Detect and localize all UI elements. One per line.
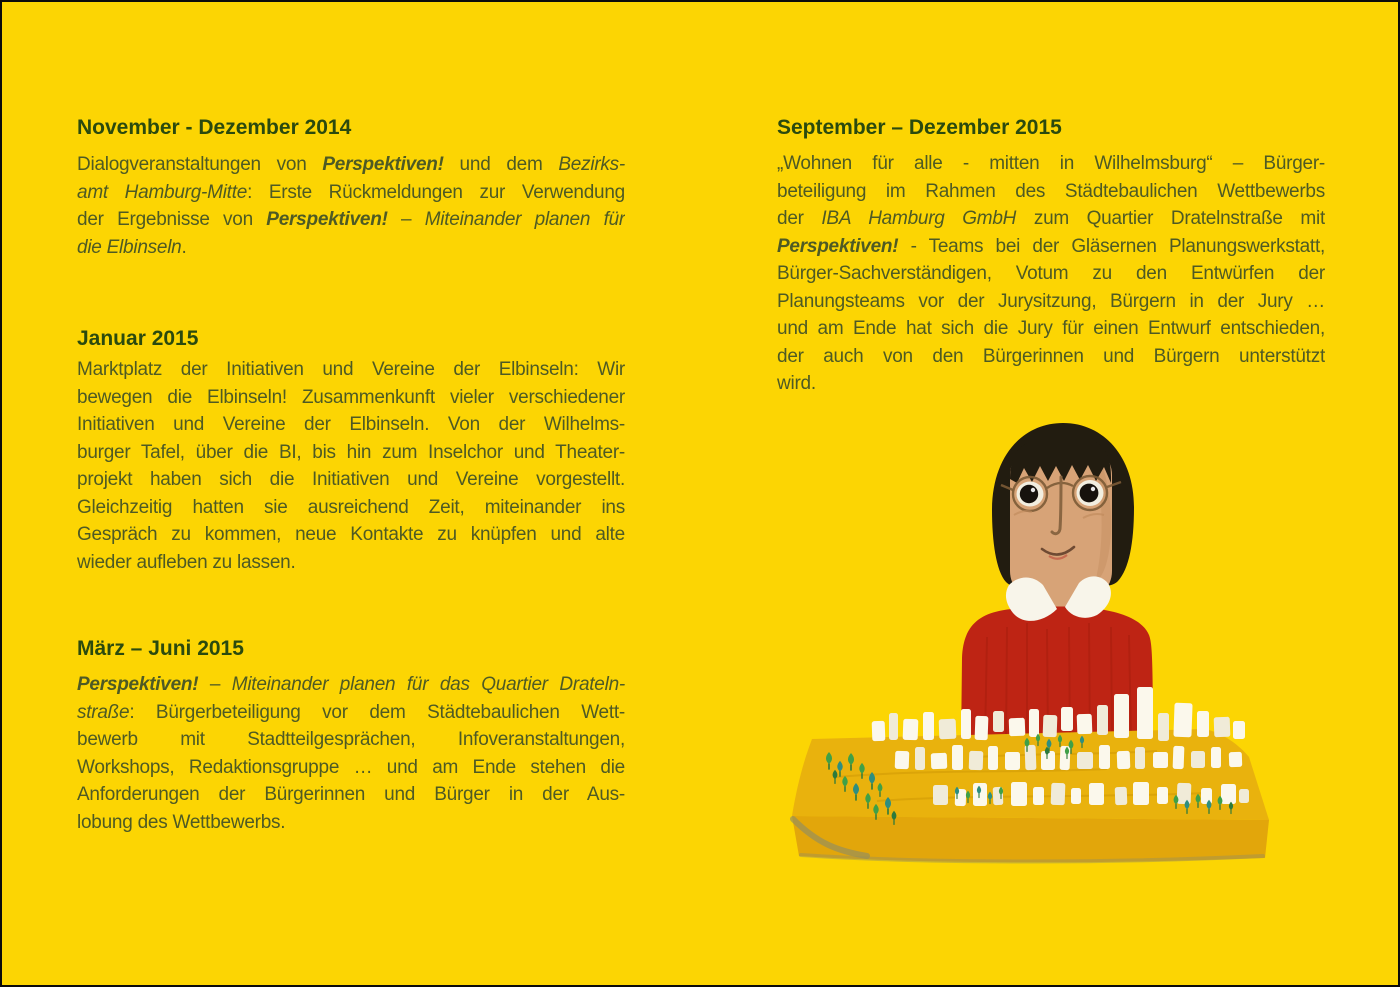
paragraph-maerz-juni-2015 (77, 671, 625, 836)
model-building (1135, 747, 1145, 769)
model-building (1077, 752, 1093, 769)
model-building (1177, 783, 1192, 804)
model-building (1137, 687, 1153, 739)
right-eye-glint (1091, 487, 1095, 491)
text-line: Gespräch zu kommen, neue Kontakte zu knüpfen und alte (77, 524, 625, 545)
model-building (1043, 715, 1058, 737)
text-line: „Wohnen für alle - mitten in Wilhelmsburg“ – Bürger- (777, 153, 1325, 174)
heading-maerz-juni-2015: März – Juni 2015 (77, 637, 244, 661)
text-line: wieder aufleben zu lassen. (77, 551, 296, 573)
text-line: der Ergebnisse von Perspektiven! – Miteinander planen für (77, 209, 625, 230)
model-building (1029, 709, 1039, 737)
model-building (1201, 788, 1212, 804)
model-building (1033, 787, 1044, 805)
heading-november-dezember-2014: November - Dezember 2014 (77, 116, 352, 140)
model-building (923, 712, 934, 740)
model-building (1009, 718, 1026, 737)
model-building (1099, 745, 1110, 769)
model-building (1071, 788, 1081, 804)
model-building (1239, 789, 1249, 803)
city-planner-illustration (777, 415, 1337, 865)
model-building (1089, 783, 1104, 805)
text-line: Dialogveranstaltungen von Perspektiven! und dem Bezirks- (77, 154, 625, 175)
model-building (993, 711, 1004, 732)
text-line: bewerb mit Stadtteilgesprächen, Infoveranstaltungen, (77, 729, 625, 750)
text-line: beteiligung im Rahmen des Städtebaulichen Wettbewerbs (777, 180, 1325, 202)
text-line: Gleichzeitig hatten sie ausreichend Zeit, miteinander ins (77, 496, 625, 518)
model-building (1011, 782, 1027, 806)
model-building (952, 745, 963, 770)
model-building (1211, 747, 1221, 768)
text-line: Marktplatz der Initiativen und Vereine der Elbinseln: Wir (77, 359, 625, 380)
model-table (792, 687, 1269, 862)
text-line: wird. (777, 373, 816, 394)
left-pupil (1020, 485, 1038, 503)
text-line: Initiativen und Vereine der Elbinseln. Von der Wilhelms- (77, 414, 625, 435)
text-line: Bürger-Sachverständigen, Votum zu den Entwürfen der (777, 263, 1325, 284)
model-building (1005, 752, 1020, 770)
text-line: amt Hamburg-Mitte: Erste Rückmeldungen zur Verwendung (77, 181, 625, 203)
model-building (1229, 752, 1243, 767)
paragraph-september-dezember-2015 (777, 150, 1325, 398)
heading-september-dezember-2015: September – Dezember 2015 (777, 116, 1062, 140)
model-building (969, 751, 984, 770)
text-line: Workshops, Redaktionsgruppe … und am Ende stehen die (77, 756, 625, 778)
text-line: straße: Bürgerbeteiligung vor dem Städtebaulichen Wett- (77, 701, 625, 723)
paragraph-november-dezember-2014 (77, 151, 625, 261)
model-building (939, 719, 957, 740)
model-building (988, 746, 998, 770)
model-building (1133, 782, 1149, 805)
model-building (931, 753, 948, 770)
model-building (1025, 745, 1037, 770)
model-building (1221, 784, 1236, 804)
model-building (1115, 787, 1128, 805)
paragraph-januar-2015 (77, 356, 625, 576)
model-building (933, 785, 948, 805)
text-line: und am Ende hat sich die Jury für einen Entwurf entschieden, (777, 318, 1325, 339)
model-building (1214, 717, 1231, 738)
model-building (1191, 751, 1205, 768)
model-building (961, 709, 971, 739)
model-building (903, 719, 919, 741)
text-line: burger Tafel, über die BI, bis hin zum Inselchor und Theater- (77, 441, 625, 463)
model-building (1061, 707, 1073, 731)
text-line: projekt haben sich die Initiativen und Vereine vorgestellt. (77, 469, 625, 490)
text-line: bewegen die Elbinseln! Zusammenkunft vieler verschiedener (77, 386, 625, 408)
model-building (1173, 703, 1192, 738)
text-line: der auch von den Bürgerinnen und Bürgern unterstützt (777, 345, 1325, 367)
model-building (889, 713, 898, 740)
text-line: Anforderungen der Bürgerinnen und Bürger in der Aus- (77, 784, 625, 805)
text-line: lobung des Wettbewerbs. (77, 811, 286, 833)
text-line: die Elbinseln. (77, 236, 187, 258)
model-building (1158, 713, 1169, 741)
model-building (1153, 752, 1168, 768)
right-pupil (1080, 484, 1099, 503)
model-building (1114, 694, 1129, 738)
model-building (1233, 721, 1245, 739)
text-line: Planungsteams vor der Jurysitzung, Bürgern in der Jury … (777, 290, 1325, 312)
model-building (1051, 783, 1066, 805)
model-building (872, 721, 886, 741)
model-building (1197, 711, 1209, 737)
model-building (1117, 751, 1131, 769)
text-line: Perspektiven! – Miteinander planen für das Quartier Drateln- (77, 674, 625, 695)
text-line: der IBA Hamburg GmbH zum Quartier Dratelnstraße mit (777, 208, 1325, 229)
model-building (1060, 746, 1071, 770)
text-line: Perspektiven! - Teams bei der Gläsernen Planungswerkstatt, (777, 235, 1325, 257)
model-building (973, 783, 987, 806)
model-building (975, 716, 989, 740)
model-building (895, 751, 910, 769)
model-building (1097, 705, 1108, 735)
heading-januar-2015: Januar 2015 (77, 327, 199, 351)
model-building (1077, 714, 1093, 735)
model-building (1157, 787, 1168, 804)
left-eye-glint (1031, 488, 1035, 492)
model-building (1173, 746, 1185, 769)
model-building (915, 747, 925, 770)
